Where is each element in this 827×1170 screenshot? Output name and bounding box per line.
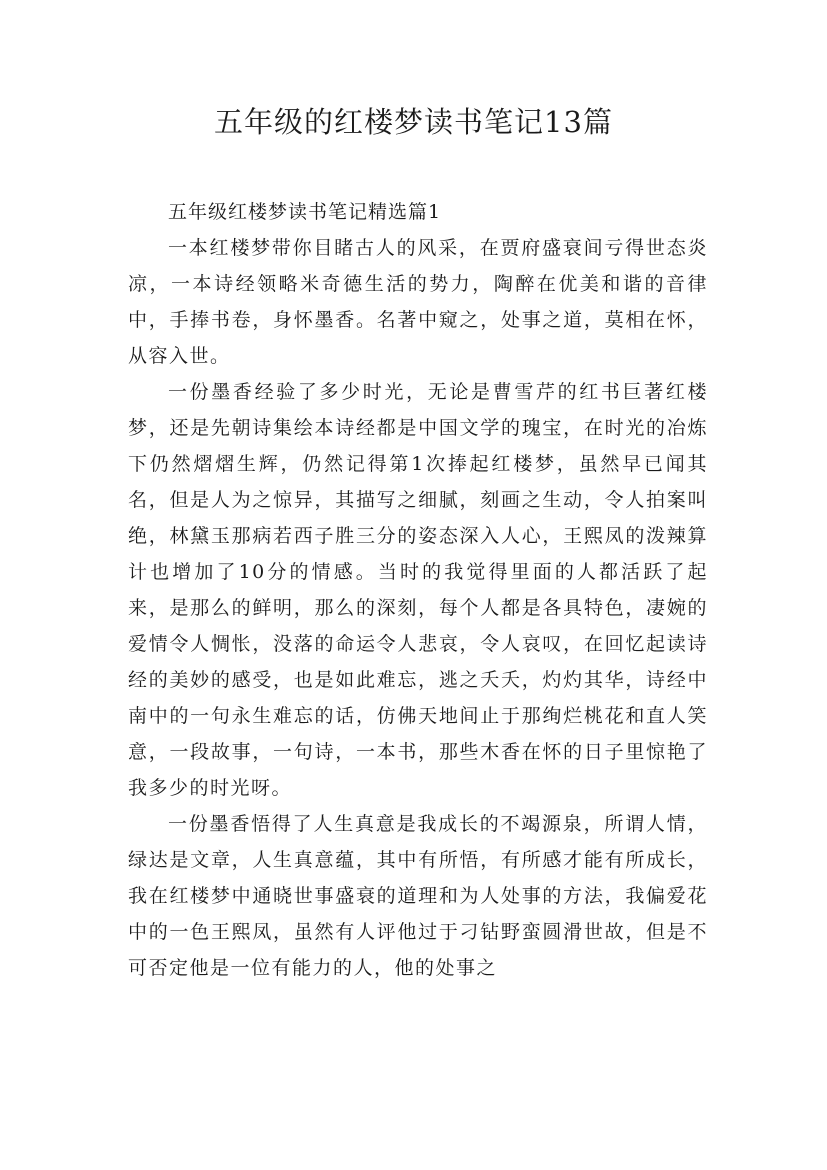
paragraph: 一份墨香悟得了人生真意是我成长的不竭源泉，所谓人情，绿达是文章，人生真意蕴，其中有所悟，有所感才能有所成长，我在红楼梦中通晓世事盛衰的道理和为人处事的方法，我偏爱花中的一色王熙凤，虽然有人评他过于刁钻野蛮圆滑世故，但是不可否定他是一位有能力的人，他的处事之 — [128, 813, 708, 979]
document-body — [128, 194, 708, 986]
paragraph: 一本红楼梦带你目睹古人的风采，在贾府盛衰间亏得世态炎凉，一本诗经领略米奇德生活的势力，陶醉在优美和谐的音律中，手捧书卷，身怀墨香。名著中窥之，处事之道，莫相在怀，从容入世。 — [128, 237, 708, 367]
document-title: 五年级的红楼梦读书笔记13篇 — [214, 105, 613, 139]
section-heading: 五年级红楼梦读书笔记精选篇1 — [168, 201, 442, 223]
paragraph: 一份墨香经验了多少时光，无论是曹雪芹的红书巨著红楼梦，还是先朝诗集绘本诗经都是中国文学的瑰宝，在时光的冶炼下仍然熠熠生辉，仍然记得第1次捧起红楼梦，虽然早已闻其名，但是人为之惊异，其描写之细腻，刻画之生动，令人拍案叫绝，林黛玉那病若西子胜三分的姿态深入人心，王熙凤的泼辣算计也增加了10分的情感。当时的我觉得里面的人都活跃了起来，是那么的鲜明，那么的深刻，每个人都是各具特色，凄婉的爱情令人惆怅，没落的命运令人悲哀，令人哀叹，在回忆起读诗经的美妙的感受，也是如此难忘，逃之夭夭，灼灼其华，诗经中南中的一句永生难忘的话，仿佛天地间止于那绚烂桃花和直人笑意，一段故事，一句诗，一本书，那些木香在怀的日子里惊艳了我多少的时光呀。 — [128, 381, 708, 799]
